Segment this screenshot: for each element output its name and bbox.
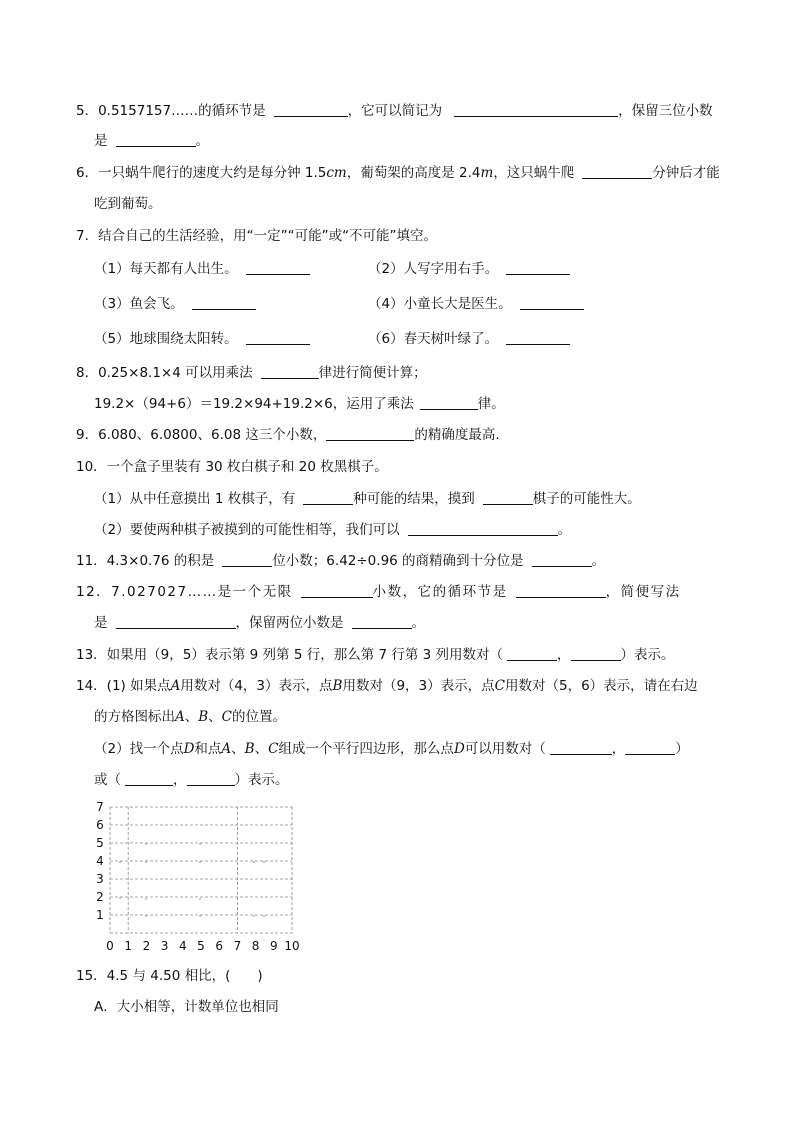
question-14-line-2: 的方格图标出A、B、C的位置。 bbox=[94, 709, 287, 725]
answer-blank[interactable] bbox=[222, 552, 272, 567]
question-8-line-1: 8．0.25×8.1×4 可以用乘法 律进行简便计算； bbox=[76, 365, 427, 381]
answer-blank[interactable] bbox=[192, 295, 256, 310]
answer-blank[interactable] bbox=[483, 490, 533, 505]
question-12-line-2: 是 ，保留两位小数是 。 bbox=[94, 615, 425, 631]
answer-blank[interactable] bbox=[246, 260, 310, 275]
answer-blank[interactable] bbox=[420, 395, 478, 410]
x-tick-label: 4 bbox=[178, 939, 187, 953]
answer-blank[interactable] bbox=[454, 102, 618, 117]
question-7-item-6: （6）春天树叶绿了。 bbox=[368, 330, 570, 348]
question-6-line-2: 吃到葡萄。 bbox=[94, 196, 162, 212]
x-tick-label: 10 bbox=[284, 939, 300, 953]
answer-blank[interactable] bbox=[516, 583, 606, 598]
answer-blank[interactable] bbox=[625, 740, 675, 755]
x-tick-label: 7 bbox=[233, 939, 242, 953]
answer-blank[interactable] bbox=[116, 614, 236, 629]
question-7-item-5: （5）地球围绕太阳转。 bbox=[94, 330, 310, 348]
question-14-line-1: 14．(1) 如果点A用数对（4，3）表示，点B用数对（9，3）表示，点C用数对（5，6）表示，请在右边 bbox=[76, 678, 698, 694]
grid-lines bbox=[110, 807, 292, 933]
answer-blank[interactable] bbox=[326, 426, 414, 441]
answer-blank[interactable] bbox=[532, 552, 592, 567]
question-7-item-1: （1）每天都有人出生。 bbox=[94, 260, 310, 278]
answer-blank[interactable] bbox=[507, 646, 557, 661]
y-tick-label: 5 bbox=[96, 836, 104, 850]
x-tick-label: 8 bbox=[251, 939, 260, 953]
answer-blank[interactable] bbox=[408, 521, 558, 536]
question-11: 11．4.3×0.76 的积是 位小数；6.42÷0.96 的商精确到十分位是 。 bbox=[76, 553, 606, 569]
answer-blank[interactable] bbox=[261, 364, 319, 379]
answer-blank[interactable] bbox=[125, 771, 173, 786]
question-15-option-a[interactable]: A．大小相等，计数单位也相同 bbox=[94, 999, 279, 1015]
question-9: 9．6.080、6.0800、6.08 这三个小数， 的精确度最高. bbox=[76, 427, 500, 443]
answer-blank[interactable] bbox=[274, 102, 348, 117]
answer-blank[interactable] bbox=[506, 260, 570, 275]
question-5-line-2: 是 。 bbox=[94, 133, 209, 149]
x-tick-label: 6 bbox=[215, 939, 224, 953]
x-tick-label: 5 bbox=[197, 939, 205, 953]
question-13: 13．如果用（9，5）表示第 9 列第 5 行，那么第 7 行第 3 列用数对（ ， ）表示。 bbox=[76, 647, 675, 663]
question-12-line-1: 12．7.027027……是一个无限 小数，它的循环节是 ，简便写法 bbox=[76, 584, 681, 600]
x-tick-label: 1 bbox=[124, 939, 133, 953]
question-8-line-2: 19.2×（94+6）＝19.2×94+19.2×6，运用了乘法 律。 bbox=[94, 396, 505, 412]
question-7-item-3: （3）鱼会飞。 bbox=[94, 295, 256, 313]
y-tick-label: 4 bbox=[96, 854, 104, 868]
question-7-item-2: （2）人写字用右手。 bbox=[368, 260, 570, 278]
question-5-line-1: 5．0.5157157……的循环节是 ，它可以简记为 ，保留三位小数 bbox=[76, 103, 713, 119]
answer-blank[interactable] bbox=[571, 646, 621, 661]
x-tick-label: 0 bbox=[106, 939, 114, 953]
y-tick-label: 3 bbox=[96, 872, 104, 886]
answer-blank[interactable] bbox=[187, 771, 235, 786]
answer-blank[interactable] bbox=[301, 583, 373, 598]
question-15-stem: 15．4.5 与 4.50 相比，( ) bbox=[76, 968, 263, 984]
answer-blank[interactable] bbox=[550, 740, 612, 755]
y-tick-label: 6 bbox=[96, 818, 104, 832]
answer-blank[interactable] bbox=[582, 164, 652, 179]
answer-blank[interactable] bbox=[352, 614, 412, 629]
answer-blank[interactable] bbox=[520, 295, 584, 310]
answer-blank[interactable] bbox=[116, 132, 196, 147]
x-tick-label: 2 bbox=[142, 939, 151, 953]
answer-blank[interactable] bbox=[303, 490, 353, 505]
grid-dots bbox=[119, 843, 265, 917]
question-10-part-1: （1）从中任意摸出 1 枚棋子，有 种可能的结果，摸到 棋子的可能性大。 bbox=[94, 491, 641, 507]
y-tick-label: 2 bbox=[96, 890, 104, 904]
question-6-line-1: 6．一只蜗牛爬行的速度大约是每分钟 1.5cm，葡萄架的高度是 2.4m，这只蜗牛爬 分钟后才能 bbox=[76, 165, 720, 181]
grid-labels bbox=[96, 800, 299, 953]
coordinate-grid[interactable] bbox=[88, 798, 318, 958]
question-7-stem: 7．结合自己的生活经验，用“一定”“可能”或“不可能”填空。 bbox=[76, 228, 438, 244]
question-10-part-2: （2）要使两种棋子被摸到的可能性相等，我们可以 。 bbox=[94, 522, 572, 538]
question-7-item-4: （4）小童长大是医生。 bbox=[368, 295, 584, 313]
x-tick-label: 3 bbox=[160, 939, 169, 953]
answer-blank[interactable] bbox=[246, 330, 310, 345]
answer-blank[interactable] bbox=[506, 330, 570, 345]
y-tick-label: 7 bbox=[96, 800, 104, 814]
question-14-line-3: （2）找一个点D和点A、B、C组成一个平行四边形，那么点D可以用数对（ ， ） bbox=[94, 741, 689, 757]
y-tick-label: 1 bbox=[96, 908, 104, 922]
question-10-stem: 10．一个盒子里装有 30 枚白棋子和 20 枚黑棋子。 bbox=[76, 459, 388, 475]
question-14-line-4: 或（ ， ）表示。 bbox=[94, 772, 289, 788]
x-tick-label: 9 bbox=[269, 939, 278, 953]
